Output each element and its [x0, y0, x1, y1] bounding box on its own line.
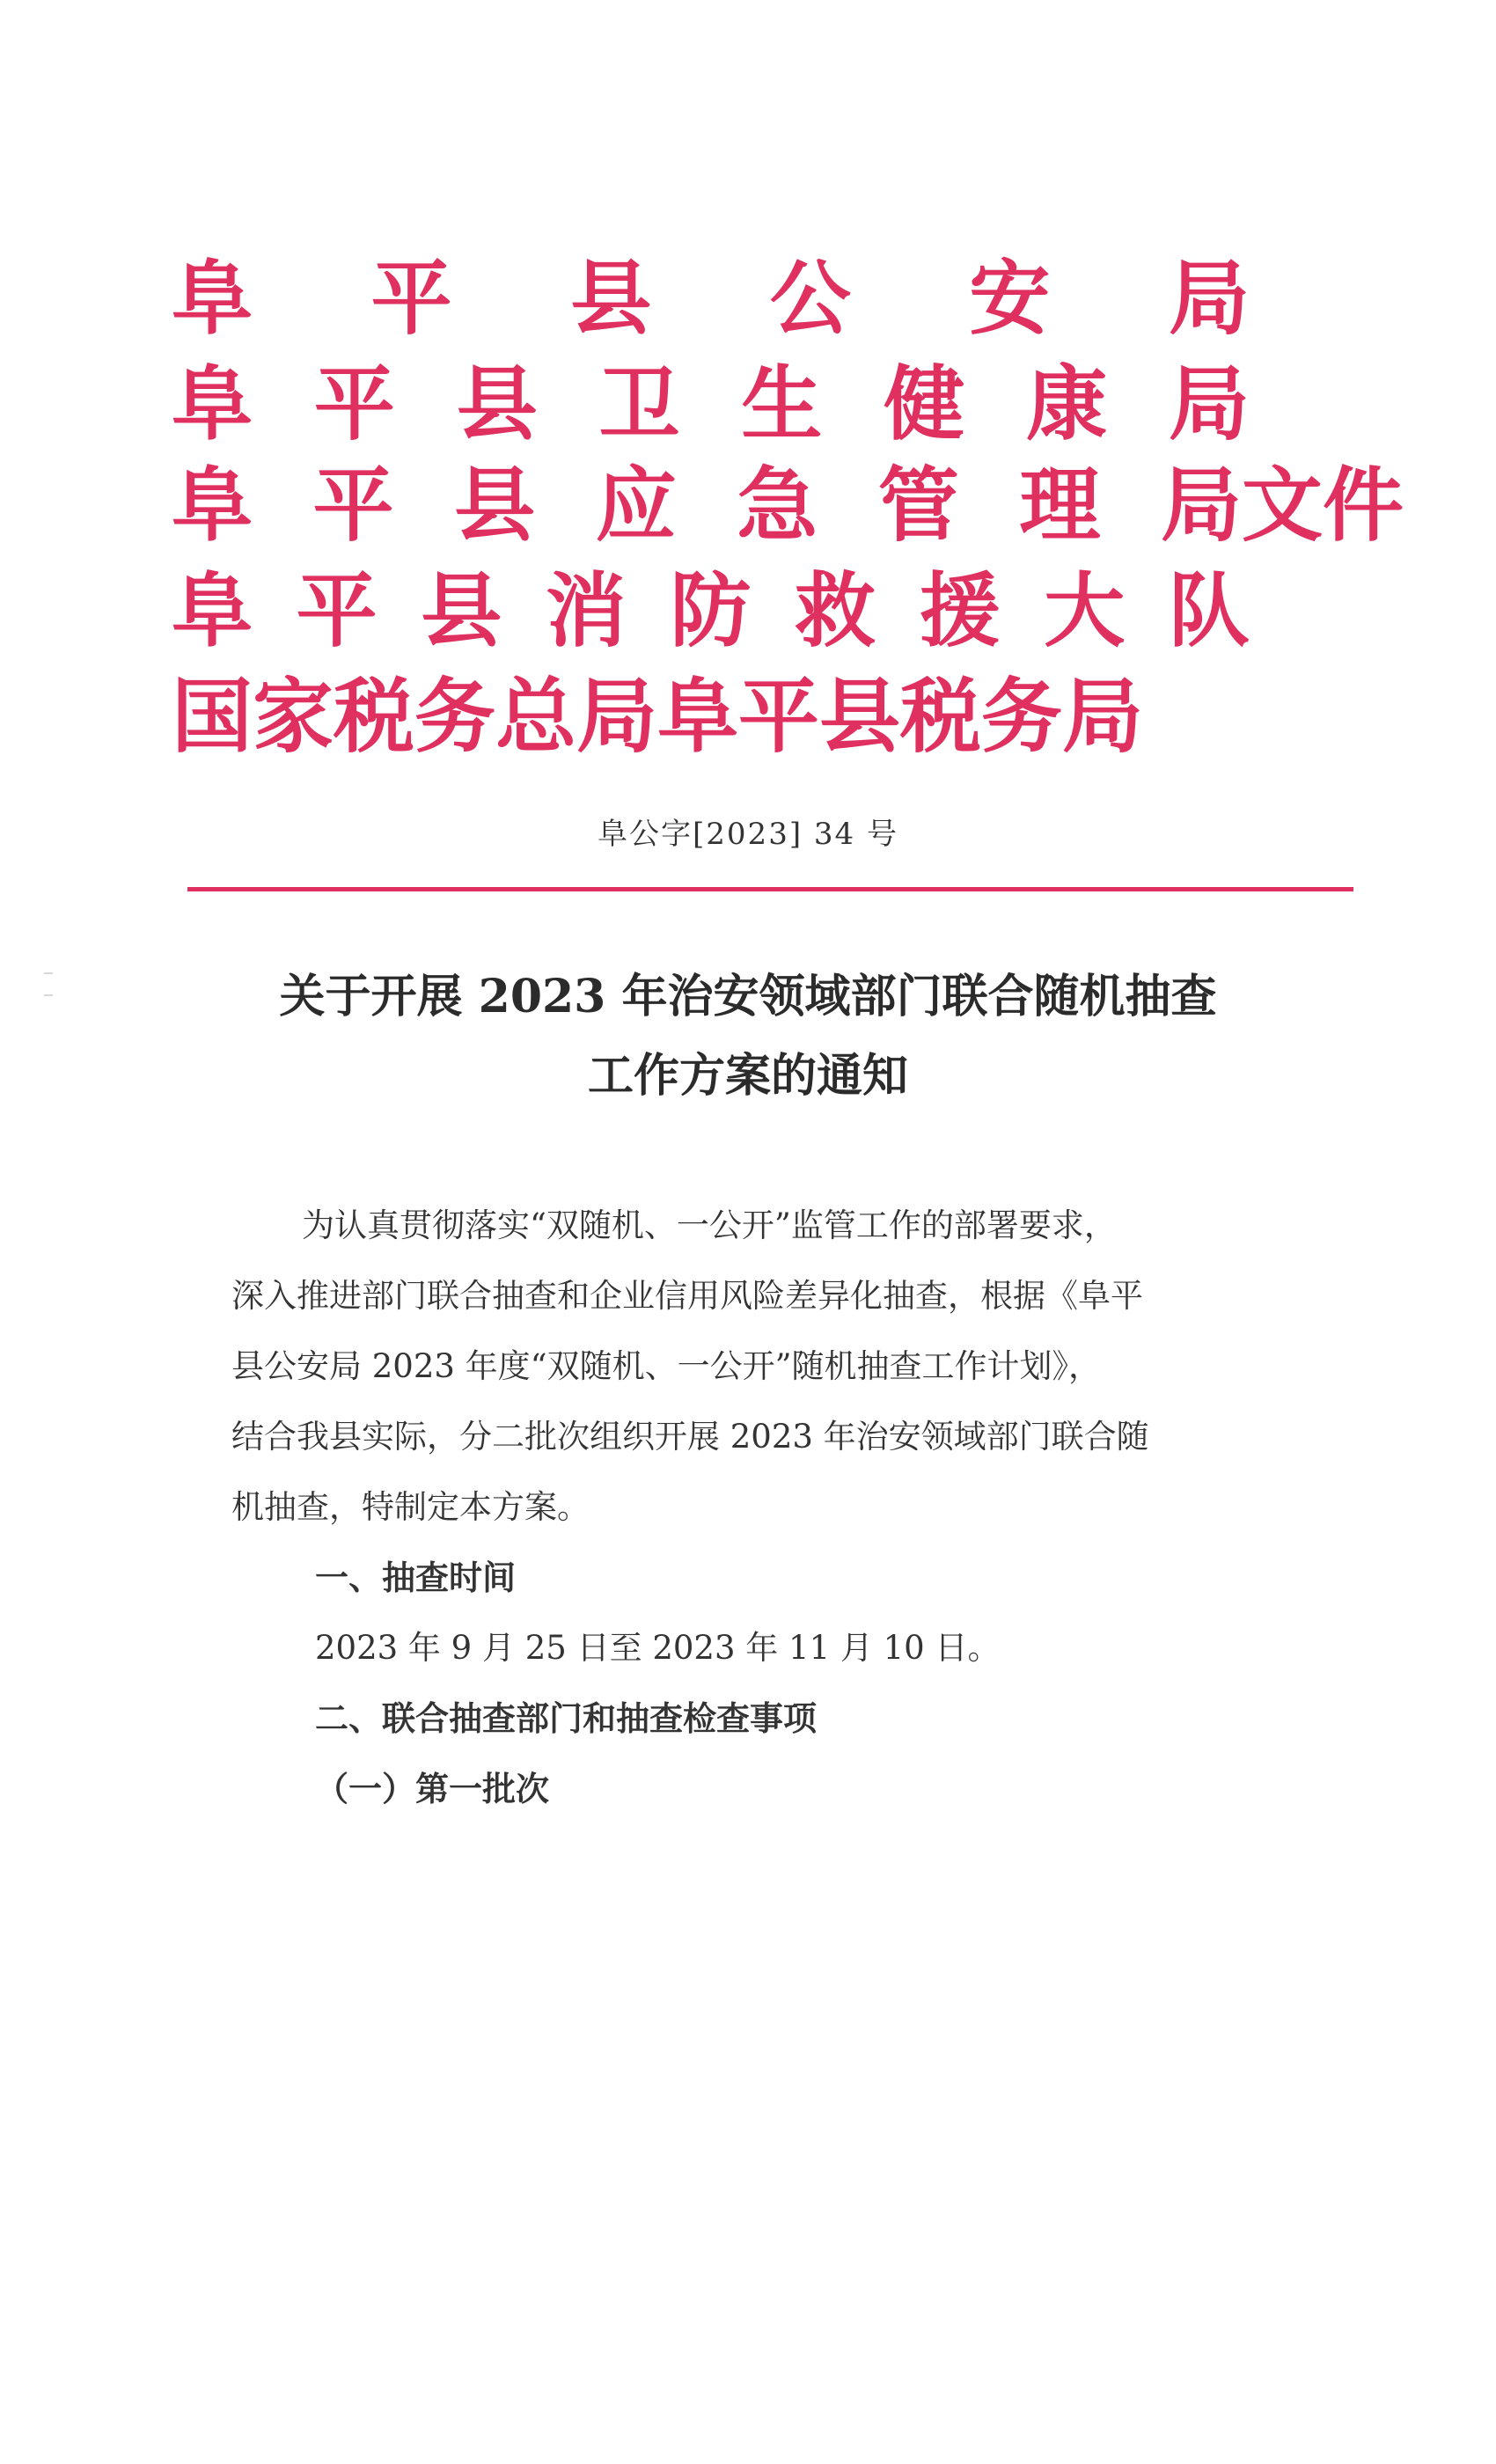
paragraph-line: 深入推进部门联合抽查和企业信用风险差异化抽查，根据《阜平 [231, 1277, 1143, 1315]
letterhead-char: 健 [884, 357, 965, 451]
letterhead-char: 队 [1168, 564, 1250, 658]
letterhead-row-tax [172, 669, 1250, 766]
letterhead-char: 县 [456, 357, 538, 451]
letterhead-char: 理 [1019, 458, 1101, 553]
letterhead-char: 应 [595, 458, 677, 553]
letterhead-char: 平 [313, 357, 395, 451]
letterhead-char: 阜 [172, 357, 253, 451]
letterhead-char: 局文件 [1160, 458, 1404, 553]
letterhead-char: 县 [570, 252, 652, 346]
letterhead-char: 局 [1168, 357, 1250, 451]
letterhead-char: 康 [1026, 357, 1108, 451]
paragraph-line: 为认真贯彻落实“双随机、一公开”监管工作的部署要求， [302, 1206, 1117, 1244]
document-title-line-2: 工作方案的通知 [587, 1049, 908, 1103]
scan-artifact [44, 994, 53, 996]
letterhead-char: 安 [969, 252, 1051, 346]
letterhead-char: 援 [919, 564, 1001, 658]
document-number: 阜公字[2023] 34 号 [598, 817, 898, 852]
letterhead-char: 管 [877, 458, 959, 553]
letterhead-char: 县 [454, 458, 536, 553]
letterhead-text: 国家税务总局阜平县税务局 [172, 670, 1144, 764]
letterhead-char: 生 [741, 357, 823, 451]
section-heading-time: 一、抽查时间 [315, 1558, 517, 1597]
letterhead-char: 大 [1044, 564, 1126, 658]
letterhead-char: 急 [737, 458, 818, 553]
letterhead-char: 卫 [598, 357, 680, 451]
letterhead-row-fire-rescue [172, 563, 1250, 660]
red-divider [187, 887, 1353, 891]
section-heading-departments: 二、联合抽查部门和抽查检查事项 [315, 1699, 818, 1738]
letterhead-char: 县 [421, 564, 502, 658]
document-title-line-1: 关于开展 2023 年治安领域部门联合随机抽查 [279, 970, 1217, 1023]
letterhead-char: 平 [296, 564, 378, 658]
subsection-heading-first-batch: （一）第一批次 [315, 1770, 550, 1808]
letterhead-char: 阜 [172, 252, 253, 346]
letterhead-char: 救 [795, 564, 876, 658]
paragraph-line: 机抽查，特制定本方案。 [231, 1488, 590, 1526]
letterhead-row-public-security [172, 251, 1250, 348]
letterhead-row-health [172, 356, 1250, 453]
paragraph-line: 县公安局 2023 年度“双随机、一公开”随机抽查工作计划》， [231, 1347, 1102, 1385]
letterhead-char: 平 [370, 252, 452, 346]
letterhead-char: 平 [312, 458, 394, 553]
paragraph-line: 结合我县实际，分二批次组织开展 2023 年治安领域部门联合随 [231, 1418, 1149, 1456]
scan-artifact [44, 972, 53, 974]
letterhead-char: 公 [769, 252, 851, 346]
letterhead-char: 消 [545, 564, 627, 658]
letterhead-char: 局 [1168, 252, 1250, 346]
letterhead-char: 阜 [172, 564, 253, 658]
section-text-time: 2023 年 9 月 25 日至 2023 年 11 月 10 日。 [315, 1629, 1001, 1667]
letterhead-char: 阜 [172, 458, 253, 553]
letterhead-char: 防 [670, 564, 752, 658]
letterhead-row-emergency [172, 458, 1404, 554]
